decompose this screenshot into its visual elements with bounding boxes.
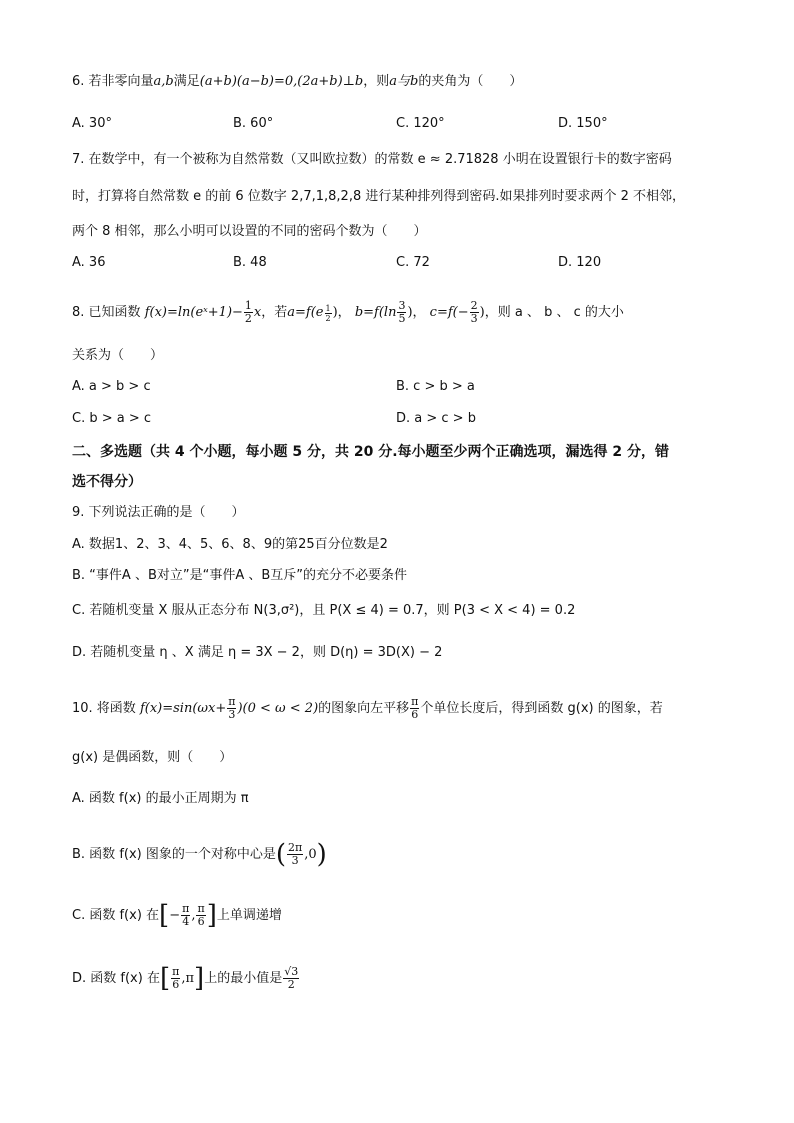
q10-c-post: 上单调递增 xyxy=(216,908,282,923)
q8-stem: 8. 已知函数 f(x)=ln(eˣ+1)− $\frac{1}{2}$ x，若a=f(e $\frac{1}{2}$ )， b=f(ln $\frac{3}{5}$ )， c=f(− $\frac{2}{3}$ )，则 a 、 b 、 c 的大小 xyxy=(72,299,624,325)
q8-tail: ，则 a 、 b 、 c 的大小 xyxy=(484,305,624,320)
q10-c-text: C. 函数 f(x) 在 xyxy=(72,908,160,923)
q9-stem: 9. 下列说法正确的是（ ） xyxy=(72,505,245,520)
q8-half-den: 2 xyxy=(244,312,252,325)
q10-d-value-den: 2 xyxy=(287,978,295,991)
q7-option-b: B. 48 xyxy=(233,255,267,270)
q10-b-text: B. 函数 f(x) 图象的一个对称中心是 xyxy=(72,847,276,862)
q6-text-a: 6. 若非零向量 xyxy=(72,74,154,89)
q9-option-c: C. 若随机变量 X 服从正态分布 N(3,σ²)，且 P(X ≤ 4) = 0.7，则 P(3 < X < 4) = 0.2 xyxy=(72,603,576,618)
q8-b-den: 5 xyxy=(398,312,406,325)
q7-option-a: A. 36 xyxy=(72,255,106,270)
q8-exp-num: 1 xyxy=(325,303,331,313)
q7-line2: 时，打算将自然常数 e 的前 6 位数字 2,7,1,8,2,8 进行某种排列得到密码.如果排列时要求两个 2 不相邻， xyxy=(72,189,686,204)
q10-d-value-fraction xyxy=(283,966,299,991)
q9-option-d: D. 若随机变量 η 、X 满足 η = 3X − 2，则 D(η) = 3D(X) − 2 xyxy=(72,645,443,660)
q6-stem xyxy=(72,72,522,92)
q10-b-den: 3 xyxy=(291,854,299,867)
q8-option-c: C. b > a > c xyxy=(72,411,152,426)
q6-option-a: A. 30° xyxy=(72,116,112,131)
q10-d-text: D. 函数 f(x) 在 xyxy=(72,971,160,986)
q10-condition: )(0 < ω < 2) xyxy=(237,701,319,716)
q10-d-post: 上的最小值是 xyxy=(204,971,283,986)
q10-d-fraction1 xyxy=(171,966,180,991)
q10-pi3-fraction xyxy=(227,696,236,721)
q8-half-fraction xyxy=(244,300,253,325)
q10-c-fraction2 xyxy=(196,903,205,928)
q10-b-num: 2π xyxy=(288,841,303,854)
q10-c-den1: 4 xyxy=(182,915,190,928)
q8-c-num: 2 xyxy=(470,299,478,312)
q10-option-a: A. 函数 f(x) 的最小正周期为 π xyxy=(72,791,249,806)
q10-d-num1: π xyxy=(172,965,180,978)
q8-half-num: 1 xyxy=(244,299,252,312)
q8-function: f(x)=ln(eˣ+1)− xyxy=(144,305,243,320)
q10-option-b: B. 函数 f(x) 图象的一个对称中心是( $\frac{2\pi}{3}$ ,0) xyxy=(72,839,327,870)
q9-option-a: A. 数据1、2、3、4、5、6、8、9的第25百分位数是2 xyxy=(72,537,388,552)
q10-c-num1: π xyxy=(182,902,190,915)
q8-mid: ，若 xyxy=(261,305,288,320)
q10-option-d: D. 函数 f(x) 在[ $\frac{\pi}{6}$ ,π]上的最小值是 $\frac{√3}{2}$ xyxy=(72,963,299,994)
q6-option-c: C. 120° xyxy=(396,116,445,131)
q10-tail: 个单位长度后，得到函数 g(x) 的图象，若 xyxy=(420,701,663,716)
q10-c-fraction1 xyxy=(181,903,190,928)
q6-text-c: ，则 xyxy=(363,74,390,89)
q10-shift-fraction xyxy=(410,696,419,721)
q6-vars: a,b xyxy=(153,74,174,89)
q10-c-num2: π xyxy=(197,902,205,915)
q10-pi3-num: π xyxy=(228,695,236,708)
q6-text-b: 满足 xyxy=(173,74,200,89)
q10-d-den1: 6 xyxy=(172,978,180,991)
q8-b-fraction xyxy=(397,300,406,325)
q8-option-b: B. c > b > a xyxy=(396,379,475,394)
q8-a-def: a=f(e xyxy=(287,305,324,320)
q6-text-d: a与b xyxy=(389,74,419,89)
q8-b-def: b=f(ln xyxy=(354,305,397,320)
q7-option-c: C. 72 xyxy=(396,255,430,270)
q6-text-e: 的夹角为（ ） xyxy=(418,74,523,89)
q6-option-d: D. 150° xyxy=(558,116,608,131)
q8-x: x xyxy=(253,305,262,320)
q10-stem xyxy=(72,696,663,721)
q10-prefix: 10. 将函数 xyxy=(72,701,136,716)
q8-b-num: 3 xyxy=(398,299,406,312)
q8-exp-fraction xyxy=(325,304,332,323)
q10-d-mid: ,π xyxy=(181,971,195,986)
q10-function: f(x)=sin(ωx+ xyxy=(139,701,227,716)
q7-line3: 两个 8 相邻，那么小明可以设置的不同的密码个数为（ ） xyxy=(72,224,427,239)
q10-c-den2: 6 xyxy=(197,915,205,928)
q10-shift-den: 6 xyxy=(411,708,419,721)
q10-d-value-num: √3 xyxy=(284,965,299,978)
q8-c-def: c=f(− xyxy=(429,305,469,320)
section2-heading-line2: 选不得分） xyxy=(72,474,142,490)
q8-c-den: 3 xyxy=(470,312,478,325)
q6-expr: (a+b)(a−b)=0,(2a+b)⊥b xyxy=(199,74,364,89)
q8-exp-den: 2 xyxy=(325,313,331,323)
q9-option-b: B. “事件A 、B对立”是“事件A 、B互斥”的充分不必要条件 xyxy=(72,568,408,583)
q8-option-d: D. a > c > b xyxy=(396,411,476,426)
q10-pi3-den: 3 xyxy=(228,708,236,721)
q8-option-a: A. a > b > c xyxy=(72,379,151,394)
q10-mid: 的图象向左平移 xyxy=(318,701,410,716)
q8-prefix: 8. 已知函数 xyxy=(72,305,141,320)
q10-b-fraction xyxy=(287,842,303,867)
q7-option-d: D. 120 xyxy=(558,255,602,270)
q10-line2: g(x) 是偶函数，则（ ） xyxy=(72,750,233,765)
q10-shift-num: π xyxy=(411,695,419,708)
q10-option-c: C. 函数 f(x) 在[− $\frac{\pi}{4}$ , $\frac{\pi}{6}$ ]上单调递增 xyxy=(72,900,282,931)
section2-heading-line1: 二、多选题（共 4 个小题，每小题 5 分，共 20 分.每小题至少两个正确选项，漏选得 2 分，错 xyxy=(72,444,670,460)
q8-c-fraction xyxy=(470,300,479,325)
q10-b-post: ,0 xyxy=(304,847,317,862)
q6-option-b: B. 60° xyxy=(233,116,274,131)
q7-line1: 7. 在数学中，有一个被称为自然常数（又叫欧拉数）的常数 e ≈ 2.71828 小明在设置银行卡的数字密码 xyxy=(72,152,672,167)
q8-line2: 关系为（ ） xyxy=(72,348,164,363)
